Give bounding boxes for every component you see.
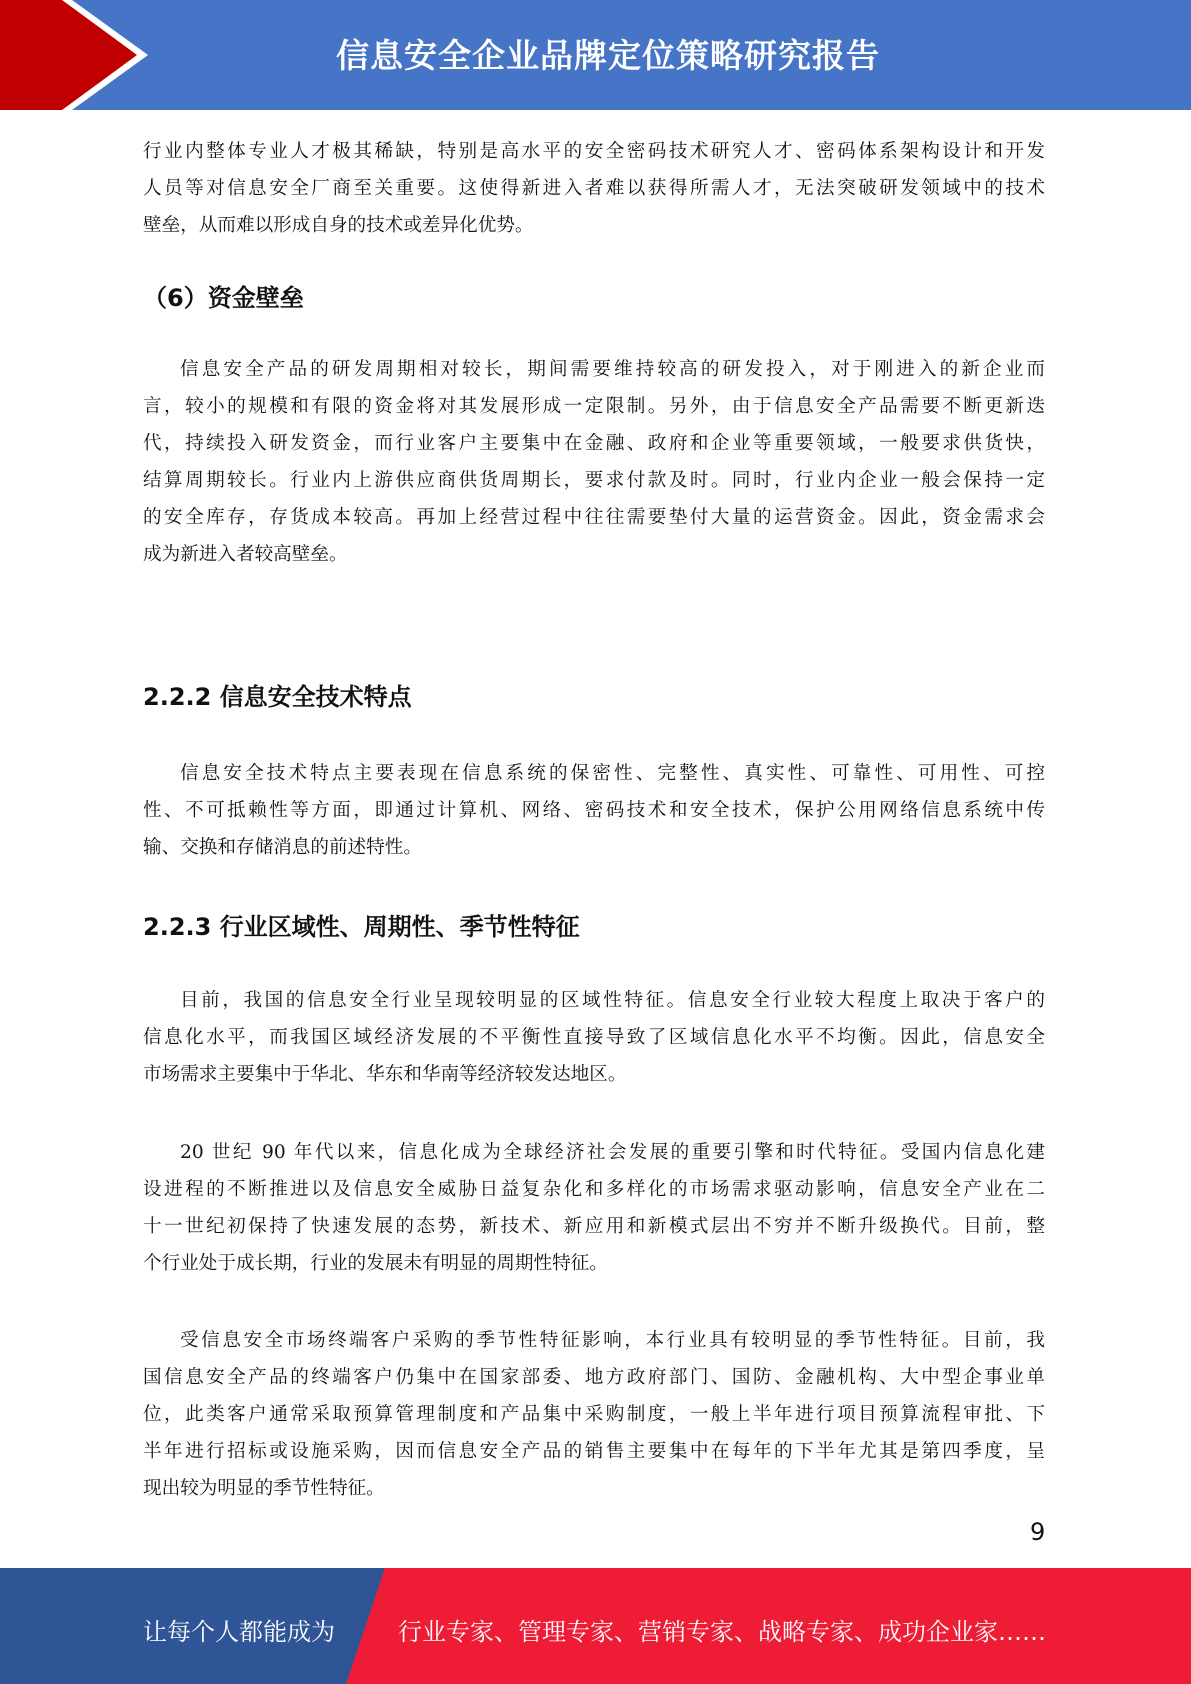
- text-line: 位，此类客户通常采取预算管理制度和产品集中采购制度，一般上半年进行项目预算流程审批、下: [143, 1404, 1045, 1425]
- text-line: 半年进行招标或设施采购，因而信息安全产品的销售主要集中在每年的下半年尤其是第四季度，呈: [143, 1441, 1045, 1462]
- page-number: 9: [1030, 1518, 1046, 1546]
- text-line: 壁垒，从而难以形成自身的技术或差异化优势。: [143, 215, 534, 236]
- paragraph-tech-features: [143, 755, 1045, 866]
- footer-slogan-right: 行业专家、管理专家、营销专家、战略专家、成功企业家……: [398, 1618, 1046, 1646]
- text-line: 信息安全技术特点主要表现在信息系统的保密性、完整性、真实性、可靠性、可用性、可控: [180, 763, 1045, 784]
- page-footer: [0, 1568, 1191, 1684]
- text-line: 人员等对信息安全厂商至关重要。这使得新进入者难以获得所需人才，无法突破研发领域中的技术: [143, 178, 1045, 199]
- text-line: 输、交换和存储消息的前述特性。: [143, 837, 422, 858]
- text-line: 的安全库存，存货成本较高。再加上经营过程中往往需要垫付大量的运营资金。因此，资金需求会: [143, 507, 1045, 528]
- text-line: 受信息安全市场终端客户采购的季节性特征影响，本行业具有较明显的季节性特征。目前，我: [180, 1330, 1045, 1351]
- paragraph-seasonal: [143, 1322, 1045, 1507]
- text-line: 市场需求主要集中于华北、华东和华南等经济较发达地区。: [143, 1064, 627, 1085]
- text-line: 信息化水平，而我国区域经济发展的不平衡性直接导致了区域信息化水平不均衡。因此，信息安全: [143, 1027, 1045, 1048]
- text-line: 代，持续投入研发资金，而行业客户主要集中在金融、政府和企业等重要领域，一般要求供货快，: [143, 433, 1045, 454]
- text-line: 目前，我国的信息安全行业呈现较明显的区域性特征。信息安全行业较大程度上取决于客户的: [180, 990, 1045, 1011]
- paragraph-talent: [143, 133, 1045, 244]
- text-line: 国信息安全产品的终端客户仍集中在国家部委、地方政府部门、国防、金融机构、大中型企事业单: [143, 1367, 1045, 1388]
- paragraph-cyclical: [143, 1134, 1045, 1282]
- text-line: 性、不可抵赖性等方面，即通过计算机、网络、密码技术和安全技术，保护公用网络信息系统中传: [143, 800, 1045, 821]
- footer-slogan-left: 让每个人都能成为: [143, 1618, 335, 1646]
- heading-2-2-3: 2.2.3 行业区域性、周期性、季节性特征: [143, 913, 580, 941]
- heading-2-2-2: 2.2.2 信息安全技术特点: [143, 683, 412, 711]
- report-title: 信息安全企业品牌定位策略研究报告: [336, 36, 880, 75]
- text-line: 十一世纪初保持了快速发展的态势，新技术、新应用和新模式层出不穷并不断升级换代。目前，整: [143, 1216, 1045, 1237]
- text-line: 信息安全产品的研发周期相对较长，期间需要维持较高的研发投入，对于刚进入的新企业而: [180, 359, 1045, 380]
- text-line: 个行业处于成长期，行业的发展未有明显的周期性特征。: [143, 1253, 608, 1274]
- text-line: 20 世纪 90 年代以来，信息化成为全球经济社会发展的重要引擎和时代特征。受国内信息化建: [180, 1142, 1045, 1163]
- text-line: 结算周期较长。行业内上游供应商供货周期长，要求付款及时。同时，行业内企业一般会保持一定: [143, 470, 1045, 491]
- heading-capital-barrier: （6）资金壁垒: [143, 284, 304, 312]
- page-header: [0, 0, 1191, 110]
- text-line: 行业内整体专业人才极其稀缺，特别是高水平的安全密码技术研究人才、密码体系架构设计和开发: [143, 141, 1045, 162]
- text-line: 成为新进入者较高壁垒。: [143, 544, 348, 565]
- paragraph-regional: [143, 982, 1045, 1093]
- text-line: 设进程的不断推进以及信息安全威胁日益复杂化和多样化的市场需求驱动影响，信息安全产业在二: [143, 1179, 1045, 1200]
- text-line: 现出较为明显的季节性特征。: [143, 1478, 385, 1499]
- paragraph-capital: [143, 351, 1045, 573]
- text-line: 言，较小的规模和有限的资金将对其发展形成一定限制。另外，由于信息安全产品需要不断更新迭: [143, 396, 1045, 417]
